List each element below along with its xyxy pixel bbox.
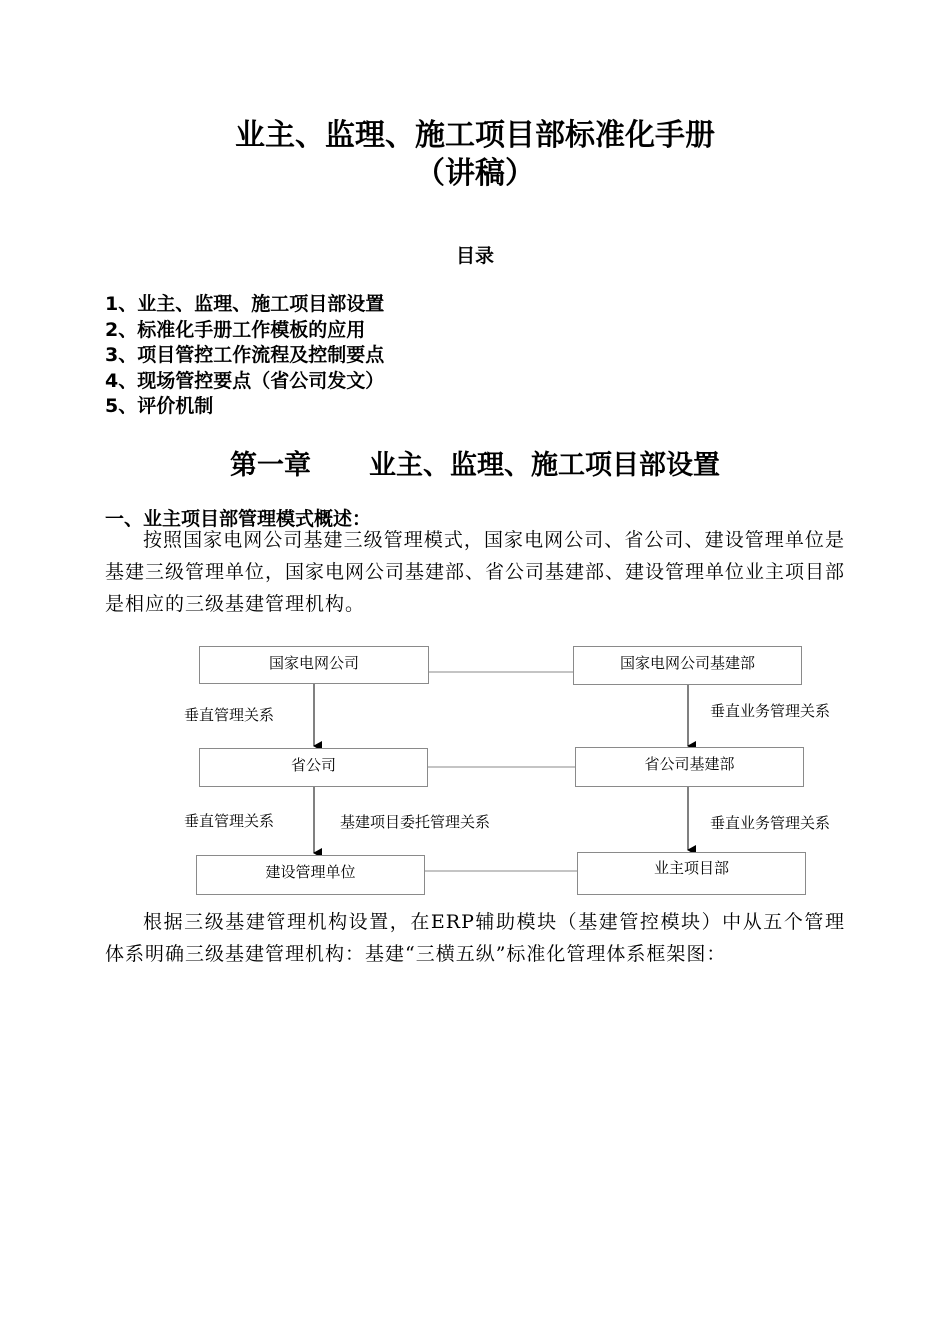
toc-item: 4、现场管控要点（省公司发文）	[105, 369, 385, 392]
toc-item: 5、评价机制	[105, 395, 214, 417]
box-province-infrastructure-dept: 省公司基建部	[575, 747, 804, 787]
section-heading: 一、业主项目部管理模式概述：	[105, 508, 372, 530]
document-title: 业主、监理、施工项目部标准化手册	[235, 118, 715, 153]
toc-item: 2、标准化手册工作模板的应用	[105, 318, 366, 341]
chapter-title: 业主、监理、施工项目部设置	[369, 450, 720, 481]
box-owner-project-dept: 业主项目部	[577, 852, 806, 895]
toc-item: 1、业主、监理、施工项目部设置	[105, 293, 385, 315]
body-paragraph: 根据三级基建管理机构设置，在ERP辅助模块（基建管控模块）中从五个管理体系明确三级基建管理机构：基建“三横五纵”标准化管理体系框架图：	[105, 911, 845, 965]
label-vertical-management: 垂直管理关系	[184, 812, 275, 830]
document-subtitle: （讲稿）	[415, 156, 535, 191]
box-province: 省公司	[199, 748, 428, 787]
label-vertical-business: 垂直业务管理关系	[710, 814, 831, 832]
label-vertical-business: 垂直业务管理关系	[710, 702, 831, 720]
body-paragraph: 按照国家电网公司基建三级管理模式，国家电网公司、省公司、建设管理单位是基建三级管理单位，国家电网公司基建部、省公司基建部、建设管理单位业主项目部是相应的三级基建管理机构。	[105, 529, 846, 615]
toc-item: 3、项目管控工作流程及控制要点	[105, 344, 385, 366]
box-sgcc-infrastructure-dept: 国家电网公司基建部	[573, 646, 802, 685]
box-construction-unit: 建设管理单位	[196, 855, 425, 895]
box-sgcc: 国家电网公司	[199, 646, 429, 684]
chapter-label: 第一章	[230, 450, 311, 481]
toc-heading: 目录	[455, 245, 494, 267]
label-entrusted-management: 基建项目委托管理关系	[340, 813, 491, 831]
label-vertical-management: 垂直管理关系	[184, 706, 275, 724]
